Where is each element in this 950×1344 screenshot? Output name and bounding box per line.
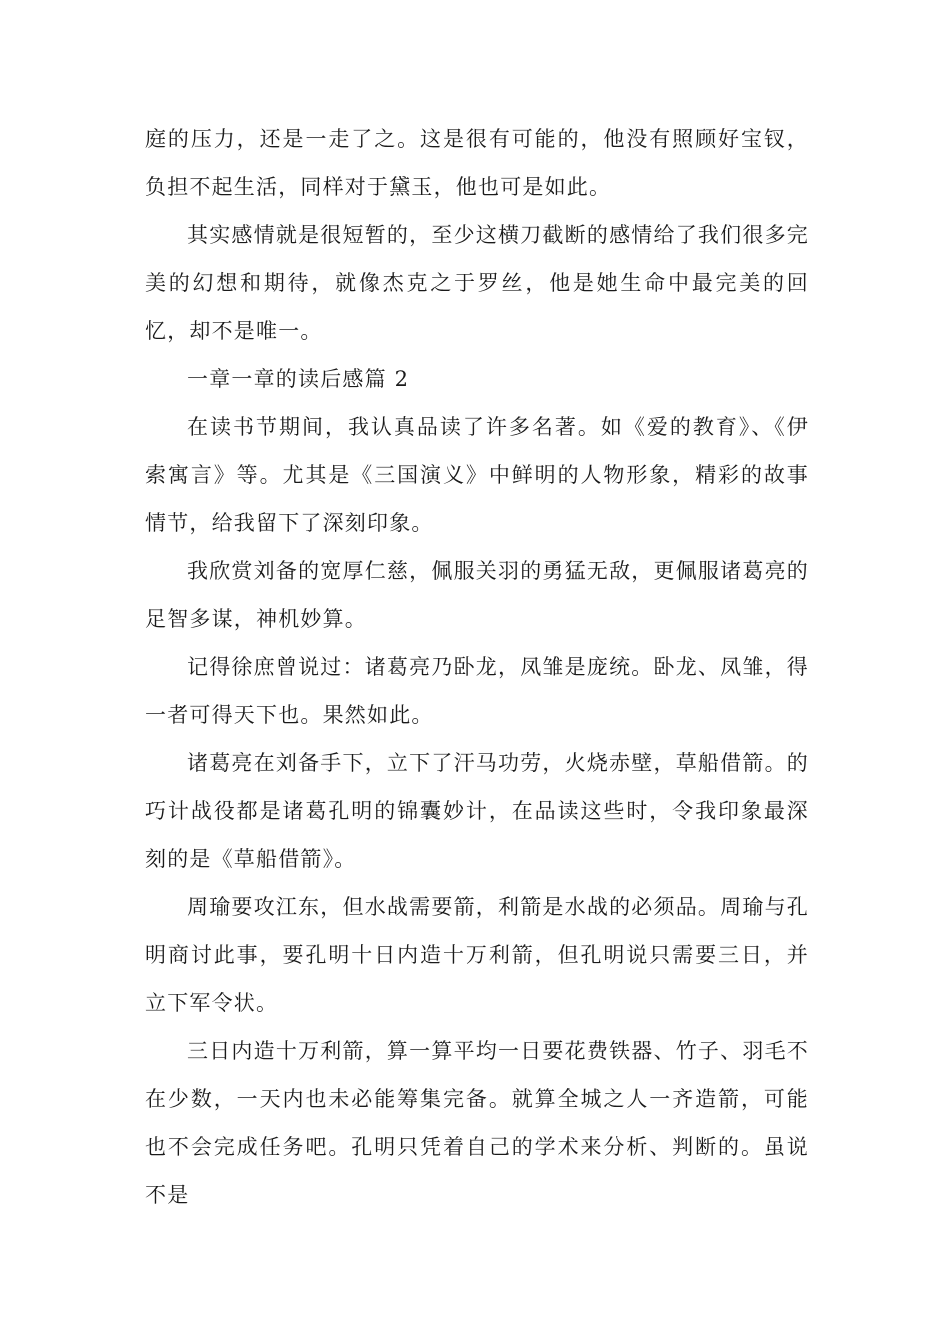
paragraph-5: 记得徐庶曾说过：诸葛亮乃卧龙，凤雏是庞统。卧龙、凤雏，得一者可得天下也。果然如此。 [145, 655, 809, 727]
section-heading: 一章一章的读后感篇 2 [187, 367, 410, 391]
paragraph-3: 在读书节期间，我认真品读了许多名著。如《爱的教育》、《伊索寓言》等。尤其是《三国演义》中鲜明的人物形象，精彩的故事情节，给我留下了深刻印象。 [145, 415, 809, 535]
paragraph-4: 我欣赏刘备的宽厚仁慈，佩服关羽的勇猛无敌，更佩服诸葛亮的足智多谋，神机妙算。 [145, 559, 809, 631]
paragraph-6: 诸葛亮在刘备手下，立下了汗马功劳，火烧赤壁，草船借箭。的巧计战役都是诸葛孔明的锦囊妙计，在品读这些时，令我印象最深刻的是《草船借箭》。 [145, 751, 809, 871]
paragraph-1: 庭的压力，还是一走了之。这是很有可能的，他没有照顾好宝钗，负担不起生活，同样对于黛玉，他也可是如此。 [145, 127, 809, 199]
document-body [145, 115, 809, 1219]
paragraph-7: 周瑜要攻江东，但水战需要箭，利箭是水战的必须品。周瑜与孔明商讨此事，要孔明十日内造十万利箭，但孔明说只需要三日，并立下军令状。 [145, 895, 809, 1015]
paragraph-8: 三日内造十万利箭，算一算平均一日要花费铁器、竹子、羽毛不在少数，一天内也未必能筹集完备。就算全城之人一齐造箭，可能也不会完成任务吧。孔明只凭着自己的学术来分析、判断的。虽说不是 [145, 1039, 809, 1207]
paragraph-2: 其实感情就是很短暂的，至少这横刀截断的感情给了我们很多完美的幻想和期待，就像杰克之于罗丝，他是她生命中最完美的回忆，却不是唯一。 [145, 223, 809, 343]
